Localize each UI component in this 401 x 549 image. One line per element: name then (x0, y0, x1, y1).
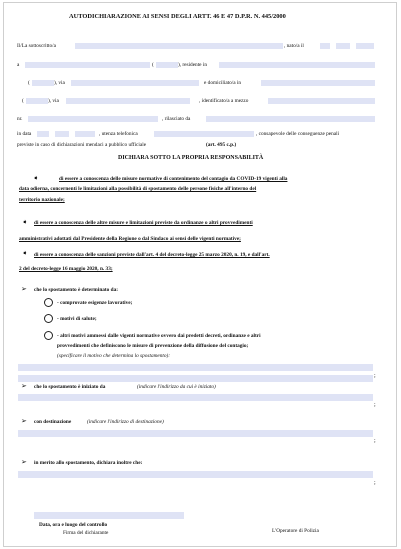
birth-province-field[interactable] (156, 62, 178, 68)
option-altri-line-2: provvedimenti che definiscono le misure di prevenzione della diffusione del contagio; (57, 343, 249, 349)
inizio-label: che lo spostamento è iniziato da (34, 384, 106, 390)
issue-year-field[interactable] (75, 131, 95, 137)
label-residente: ), residente in (178, 62, 207, 68)
label-consapevole: , consapevole delle conseguenze penali (256, 131, 340, 137)
arrow-bullet-icon: ➧ (22, 249, 28, 257)
label-identificato: , identificato/a a mezzo (199, 98, 249, 104)
statement-1-line-3: territorio nazionale; (19, 197, 65, 203)
label-via-2: ), via (48, 98, 59, 104)
inizio-field[interactable] (18, 394, 373, 401)
label-domiciliato: e domiciliato/a in (204, 80, 242, 86)
firma-label: Firma del dichiarante (63, 530, 109, 536)
arrow-bullet-icon: ➧ (33, 174, 39, 182)
line-end-semicolon: ; (374, 438, 376, 444)
residence-city-field[interactable] (219, 62, 375, 68)
option-altri-line-1: - altri motivi ammessi dalle vigenti normative ovvero dai predetti decreti, ordinanze e altri (57, 333, 261, 339)
paren-open: ( (152, 62, 154, 68)
arrow-bullet-icon: ➧ (22, 218, 28, 226)
statement-3-line-1: di essere a conoscenza delle sanzioni previste dall'art. 4 del decreto-legge 25 marzo 2020, n. 19, e dall'art. (34, 252, 270, 258)
arrow-bullet-icon: ➢ (21, 417, 27, 425)
merito-label: in merito allo spostamento, dichiara inoltre che: (34, 460, 143, 466)
phone-field[interactable] (154, 131, 254, 137)
arrow-bullet-icon: ➢ (21, 458, 27, 466)
dichiara-heading: DICHIARA SOTTO LA PROPRIA RESPONSABILITÀ (118, 155, 264, 161)
statement-3-line-2: 2 del decreto-legge 16 maggio 2020, n. 33; (19, 266, 113, 272)
statement-2-line-2: amministrativi adottati dal Presidente della Regione o dal Sindaco ai sensi delle vigenti normative; (19, 236, 241, 242)
birth-month-field[interactable] (336, 43, 350, 49)
label-previste: previste in caso di dichiarazioni mendaci a pubblico ufficiale (17, 142, 147, 148)
label-art495: (art. 495 c.p.) (206, 142, 237, 148)
residence-street-field[interactable] (71, 80, 199, 86)
option-salute-radio[interactable] (44, 314, 53, 323)
label-a: a (17, 62, 20, 68)
statement-1-line-1: di essere a conoscenza delle misure normative di contenimento del contagio da COVID-19 vigenti alla (59, 176, 288, 182)
issue-month-field[interactable] (55, 131, 69, 137)
arrow-bullet-icon: ➢ (21, 285, 27, 293)
document-type-field[interactable] (268, 98, 375, 104)
data-luogo-label: Data, ora e luogo del controllo (39, 522, 108, 528)
option-lavoro-label: - comprovate esigenze lavorative; (57, 300, 133, 306)
domicile-city-field[interactable] (261, 80, 375, 86)
paren-open: ( (28, 80, 30, 86)
label-in-data: in data (17, 131, 32, 137)
destinazione-label: con destinazione (34, 419, 72, 425)
line-end-semicolon: ; (374, 480, 376, 486)
label-nato: , nato/a il (284, 43, 304, 49)
option-lavoro-radio[interactable] (44, 298, 53, 307)
birthplace-field[interactable] (25, 62, 150, 68)
label-via-1: ), via (54, 80, 65, 86)
domicile-province-field[interactable] (26, 98, 48, 104)
option-salute-label: - motivi di salute; (57, 316, 97, 322)
statement-1-line-2: data odierna, concernenti le limitazioni alla possibilità di spostamento delle persone fisiche all'interno del (19, 186, 257, 192)
data-luogo-field[interactable] (34, 512, 184, 519)
spostamento-label: che lo spostamento è determinato da: (34, 287, 119, 293)
residence-province-field[interactable] (32, 80, 54, 86)
name-field[interactable] (75, 43, 283, 49)
label-rilasciato: , rilasciato da (162, 116, 191, 122)
label-utenza: , utenza telefonica (99, 131, 138, 137)
domicile-street-field[interactable] (66, 98, 190, 104)
option-altri-radio[interactable] (44, 331, 53, 340)
motivo-field-2[interactable] (18, 375, 373, 382)
document-title: AUTODICHIARAZIONE AI SENSI DEGLI ARTT. 46 E 47 D.P.R. N. 445/2000 (69, 13, 286, 20)
destinazione-hint: (indicare l'indirizzo di destinazione) (87, 419, 164, 425)
operatore-label: L'Operatore di Polizia (272, 528, 319, 534)
label-sottoscritto: Il/La sottoscritto/a (17, 43, 56, 49)
birth-day-field[interactable] (320, 43, 330, 49)
inizio-hint: (indicare l'indirizzo da cui è iniziato) (137, 384, 216, 390)
merito-field[interactable] (18, 471, 373, 478)
issue-day-field[interactable] (37, 131, 49, 137)
destinazione-field[interactable] (18, 430, 373, 437)
motivo-field-1[interactable] (18, 364, 373, 371)
option-altri-hint: (specificare il motivo che determina lo spostamento): (57, 353, 171, 359)
arrow-bullet-icon: ➢ (21, 382, 27, 390)
paren-open: ( (22, 98, 24, 104)
birth-year-field[interactable] (356, 43, 374, 49)
label-nr: nr. (17, 116, 23, 122)
document-number-field[interactable] (28, 116, 158, 122)
line-end-semicolon: ; (374, 373, 376, 379)
statement-2-line-1: di essere a conoscenza delle altre misure e limitazioni previste da ordinanze o altri provvedimenti (34, 220, 253, 226)
issuer-field[interactable] (206, 116, 375, 122)
line-end-semicolon: ; (374, 402, 376, 408)
